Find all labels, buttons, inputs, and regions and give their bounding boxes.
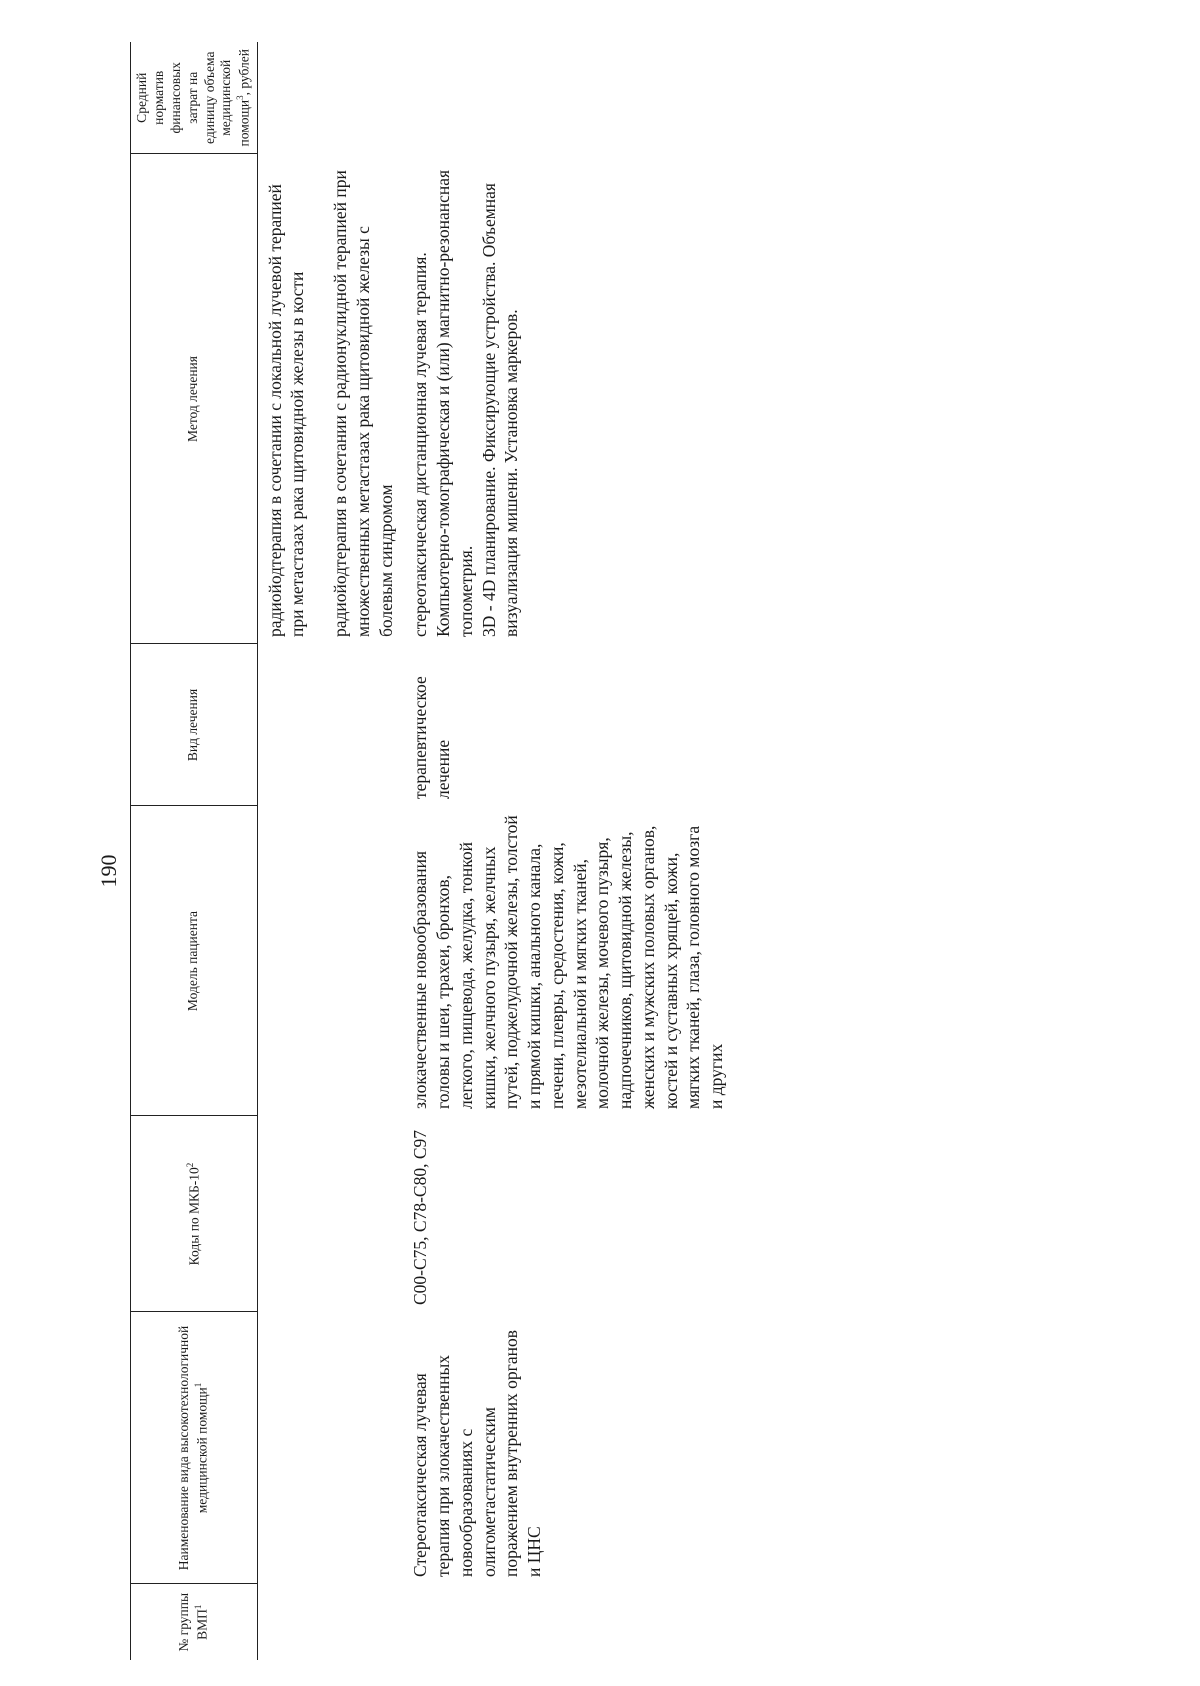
treatment-method-cell: стереотаксическая дистанционная лучевая терапия. Компьютерно-томографическая и (или) магнитно-резонансная топометрия. 3D - 4D планирование. Фиксирующие устройства. Объемная визуализация мишени. Установка маркеров. bbox=[410, 169, 522, 637]
treatment-method-text: радиойодтерапия в сочетании с радионуклидной терапией при множественных метастазах рака щитовидной железы с болевым синдромом bbox=[330, 170, 396, 637]
header-icd-codes: Коды по МКБ-$10^2$ bbox=[131, 1116, 258, 1312]
header-group-no: № группы ВМП$^1$ bbox=[131, 1584, 258, 1660]
vmp-name-cell: Стереотаксическая лучевая терапия при злокачественных новообразованиях с олигометастатическим поражением внутренних органов и ЦНС bbox=[410, 1329, 545, 1577]
treatment-type-cell: терапевтическое лечение bbox=[410, 676, 454, 799]
table-row bbox=[403, 42, 734, 1660]
header-treatment-type: Вид лечения bbox=[131, 644, 258, 806]
treatment-method-text: радиойодтерапия в сочетании с локальной лучевой терапией при метастазах рака щитовидной железы в кости bbox=[264, 184, 308, 637]
header-patient-model: Модель пациента bbox=[131, 806, 258, 1116]
rotated-table-wrapper bbox=[130, 42, 1200, 1660]
patient-model-cell: злокачественные новообразования головы и шеи, трахеи, бронхов, легкого, пищевода, желудка, тонкой кишки, желчного пузыря, желчных путей, поджелудочной железы, толстой и прямой кишки, анального канала, печени, плевры, средостения, кожи, мезотелиальной и мягких тканей, молочной железы, мочевого пузыря, надпочечников, щитовидной железы, женских и мужских половых органов, костей и суставных хрящей, кожи, мягких тканей, глаза, головного мозга и других bbox=[410, 815, 727, 1109]
continuation-method-cell bbox=[257, 154, 403, 644]
group-no-cell bbox=[403, 1584, 734, 1660]
continuation-row bbox=[257, 42, 403, 1660]
vmp-table bbox=[130, 42, 734, 1660]
avg-cost-cell bbox=[403, 42, 734, 154]
header-row bbox=[131, 42, 258, 1660]
header-avg-cost: Средний норматив финансовых затрат на единицу объема медицинской помощи$^3$, рублей bbox=[131, 42, 258, 154]
header-treatment-method: Метод лечения bbox=[131, 154, 258, 644]
page-number: 190 bbox=[96, 854, 121, 888]
header-vmp-name: Наименование вида высокотехнологичной медицинской помощи$^1$ bbox=[131, 1312, 258, 1584]
icd-codes-cell: C00-C75, C78-C80, C97 bbox=[410, 1129, 431, 1305]
